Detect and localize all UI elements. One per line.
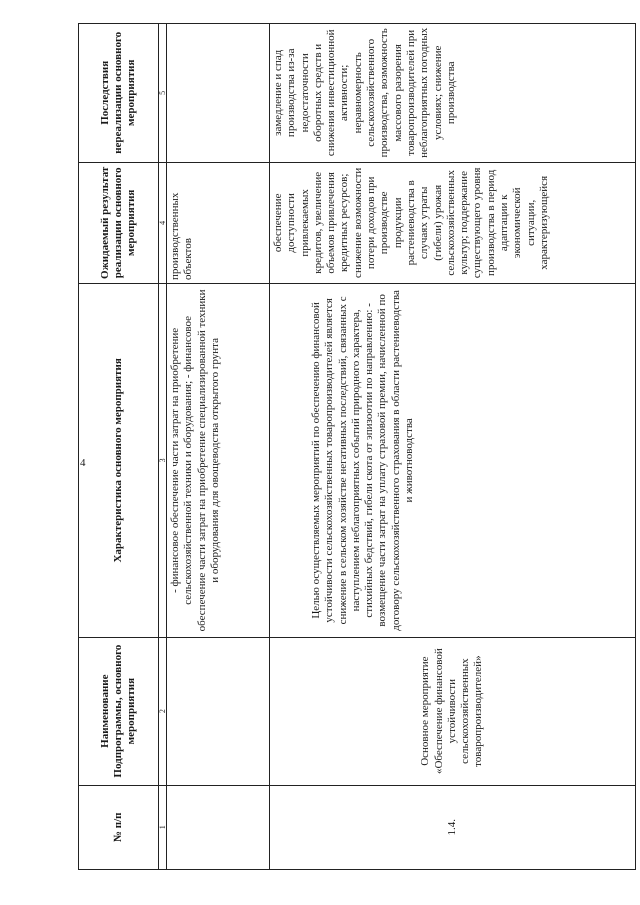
row1-num <box>167 785 270 869</box>
page-number: 4 <box>80 457 86 469</box>
column-number: 5 <box>159 24 167 163</box>
column-number: 4 <box>159 162 167 283</box>
column-numbers-row <box>159 24 167 870</box>
row2-characteristics: Целью осуществляемых мероприятий по обеспечению финансовой устойчивости сельскохозяйственных товаропроизводителей является снижение в сельском хозяйстве негативных последствий, связанных с наступлением неблагоприятных событий природного характера, стихийных бедствий, гибели скота от эпизоотии по направлению: - возмещение части затрат на уплату страховой премии, начисленной по договору сельскохозяйственного страхования в области растениеводства и животноводства <box>270 284 636 638</box>
row1-characteristics: - финансовое обеспечение части затрат на приобретение сельскохозяйственной техники и оборудования; - финансовое обеспечение части затрат на приобретение специализированной техники и оборудования для овощеводства открытого грунта <box>167 284 270 638</box>
row1-name <box>167 637 270 785</box>
table-row <box>270 24 636 870</box>
header-result: Ожидаемый результат реализации основного мероприятия <box>79 162 159 283</box>
table-row <box>167 24 270 870</box>
column-number: 2 <box>159 637 167 785</box>
row1-result: производственных объектов <box>167 162 270 283</box>
header-num: № п/п <box>79 785 159 869</box>
row1-consequences <box>167 24 270 163</box>
rotated-table-page <box>78 23 636 870</box>
header-characteristics: Характеристика основного мероприятия <box>79 284 159 638</box>
row2-consequences: замедление и спад производства из-за недостаточности оборотных средств и снижения инвестиционной активности; неравномерность сельскохозяйственного производства, возможность массового разорения товаропроизводителей при неблагоприятных погодных условиях; снижение производства <box>270 24 636 163</box>
activities-table <box>78 23 636 870</box>
row2-name: Основное мероприятие «Обеспечение финансовой устойчивости сельскохозяйственных товаропроизводителей» <box>270 637 636 785</box>
row2-result: обеспечение доступности привлекаемых кредитов, увеличение объемов привлечения кредитных ресурсов; снижение возможности потери доходов при производстве продукции растениеводства в случаях утраты (гибели) урожая сельскохозяйственных культур; поддержание существующего уровня производства в период адаптации к экономической ситуации, характеризующейся <box>270 162 636 283</box>
header-name: Наименование Подпрограммы, основного мероприятия <box>79 637 159 785</box>
column-number: 1 <box>159 785 167 869</box>
header-consequences: Последствия нереализации основного мероприятия <box>79 24 159 163</box>
table-header-row <box>79 24 159 870</box>
column-number: 3 <box>159 284 167 638</box>
row2-num: 1.4. <box>270 785 636 869</box>
